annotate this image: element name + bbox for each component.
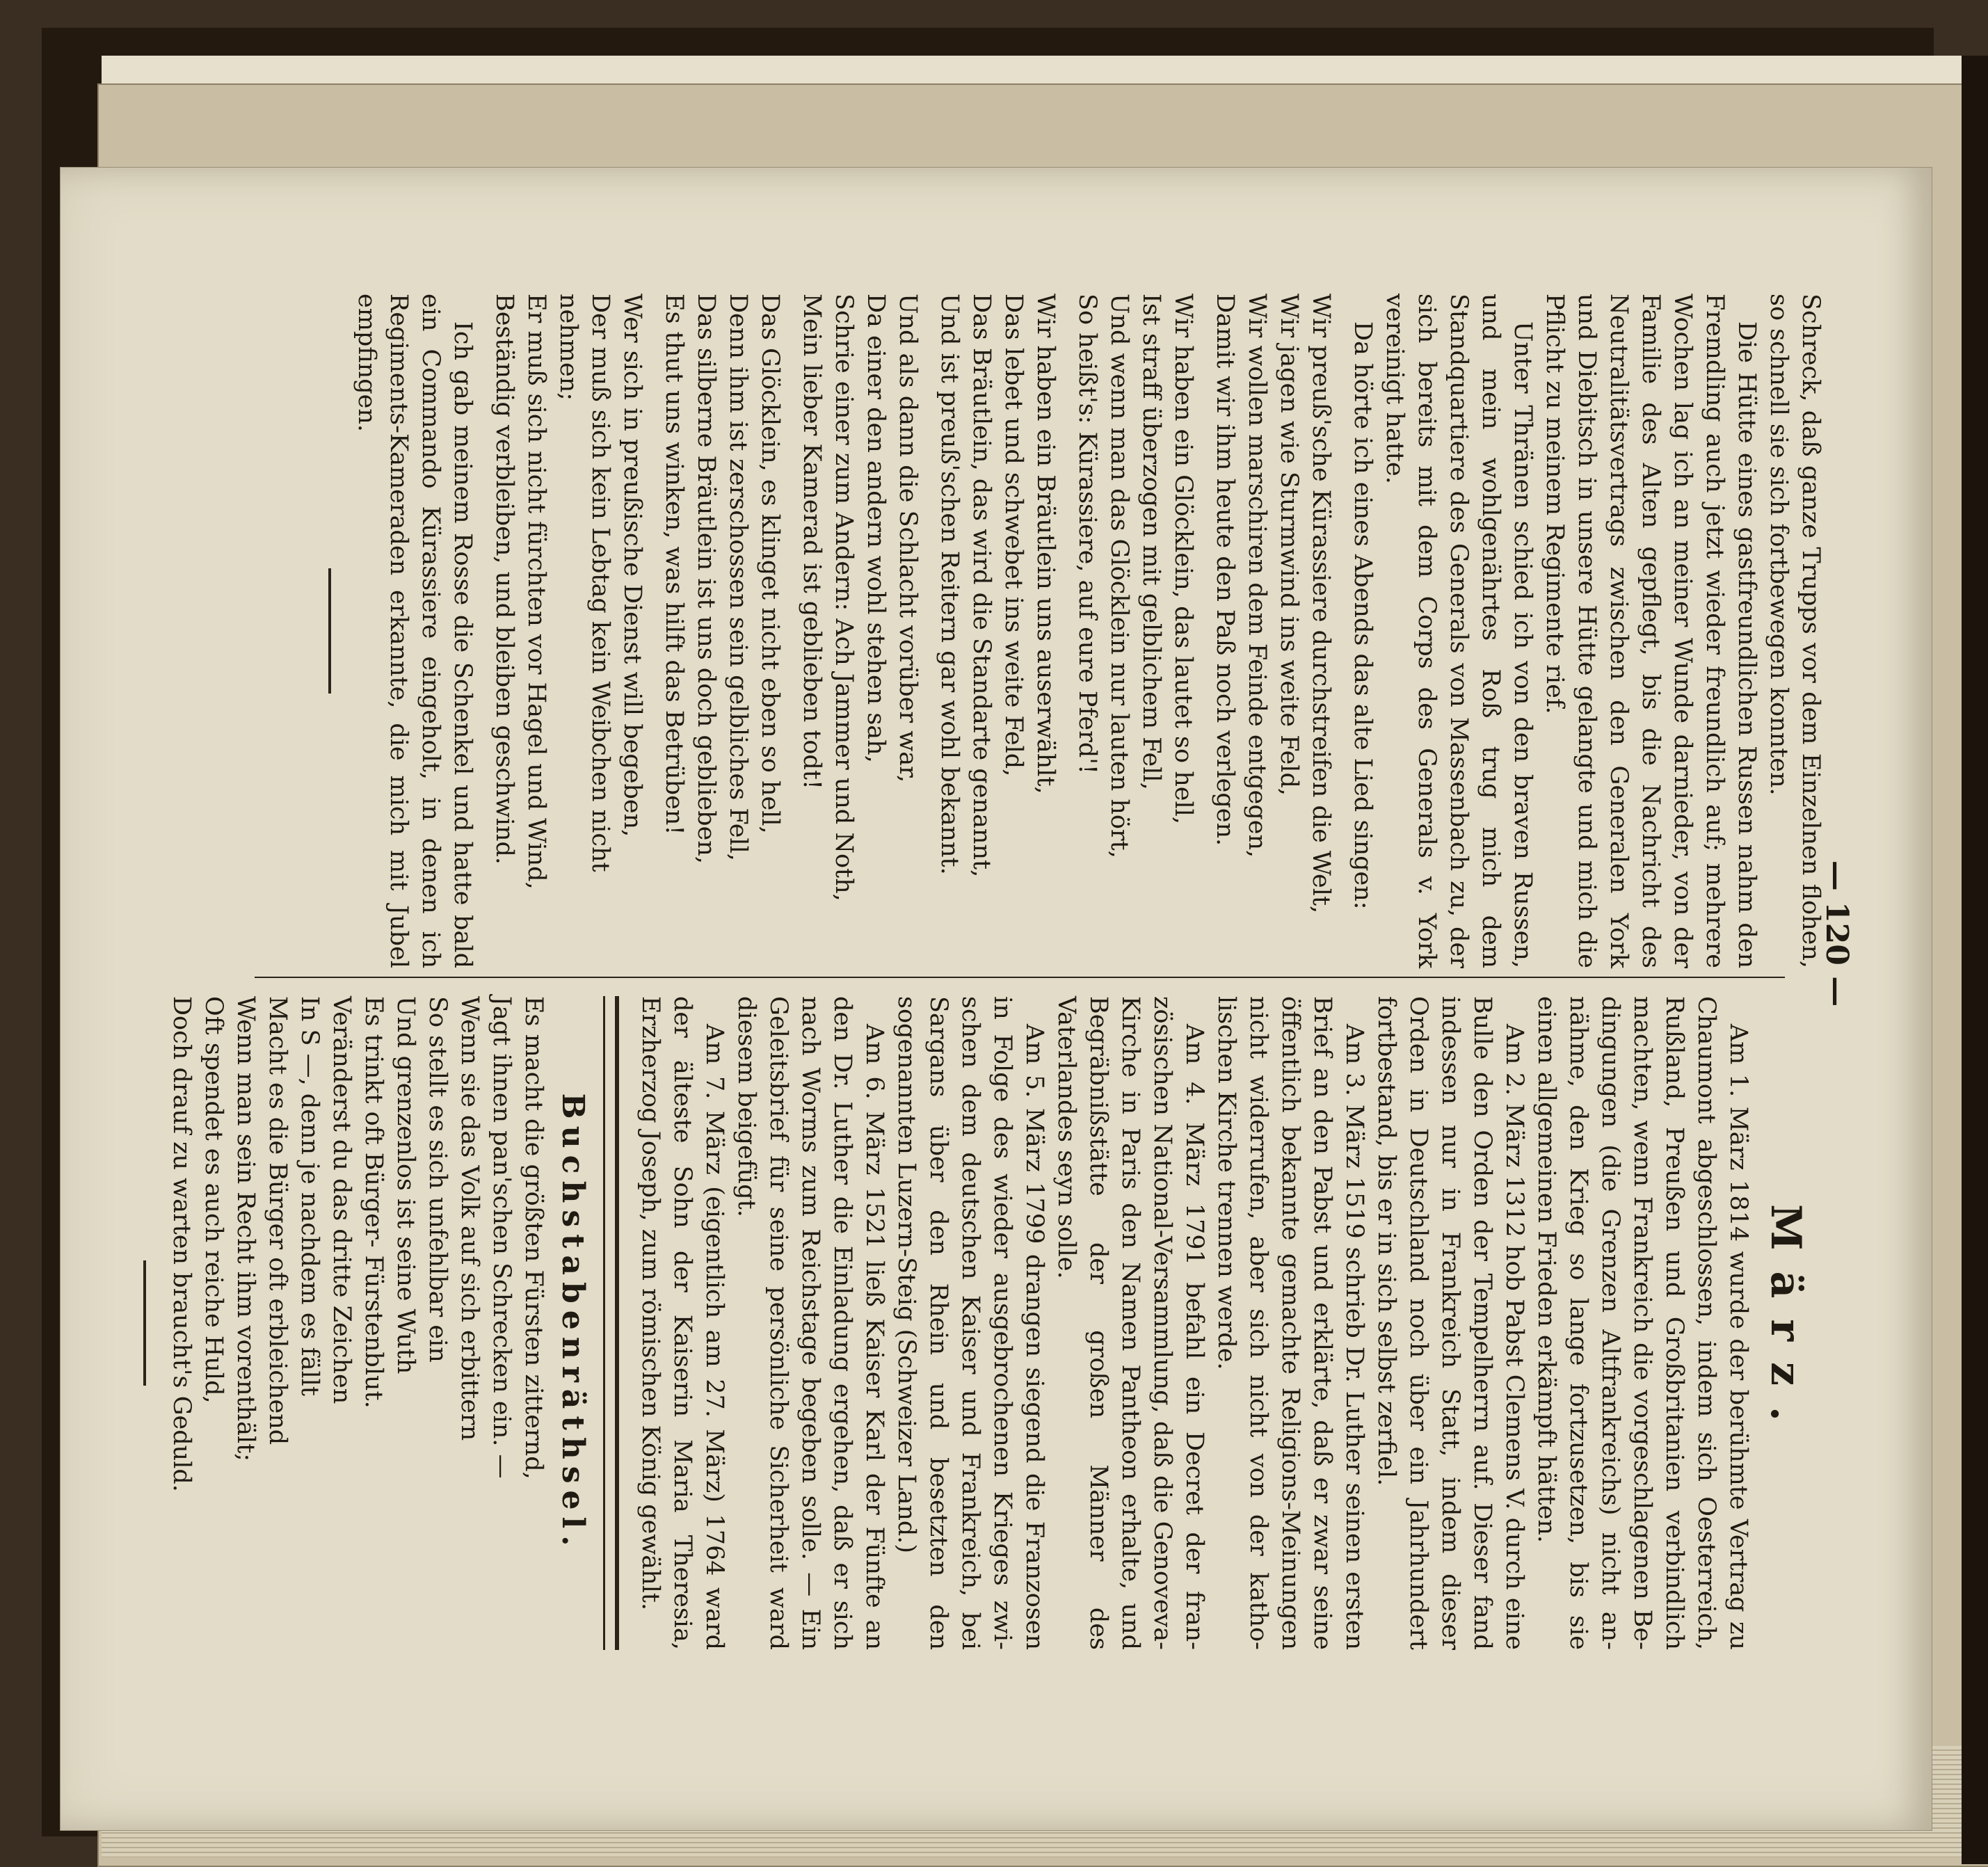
almanac-entry: Am 5. März 1799 drangen siegend die Franzosen in Folge des wieder ausgebrochenen Krieges zwischen dem deutschen Kaiser und Frankreich, bei Sargans über den Rhein und besetzten den sogenannten Luzern-Steig (Schweizer Land.) (892, 996, 1048, 1650)
song-line: Mein lieber Kamerad ist geblieben todt! (798, 294, 826, 790)
riddle-heading: Buchstabenräthsel. (555, 1093, 591, 1553)
song-stanza (933, 294, 1061, 968)
almanac-entry: Am 4. März 1791 befahl ein Decret der französischen National-Versammlung, daß die Genoveva-Kirche in Paris den Namen Pantheon erhalte, und Begräbnißstätte der großen Männer des Vaterlandes seyn solle. (1052, 996, 1208, 1650)
page-number: — 120 — (1819, 860, 1854, 1007)
riddle-line: Macht es die Bürger oft erbleichend (264, 996, 291, 1445)
song-stanza (796, 294, 924, 968)
paragraph: Da hörte ich eines Abends das alte Lied singen: (1349, 321, 1377, 910)
song-stanza (658, 294, 786, 968)
riddle-line: Wenn sie das Volk auf sich erbittern (456, 996, 483, 1441)
almanac-entry: Am 1. März 1814 wurde der berühmte Vertrag zu Chaumont abgeschlossen, indem sich Oesterreich, Rußland, Preußen und Großbritanien verbindlich machten, wenn Frankreich die vorgeschlagenen Bedingungen (die Grenzen Altfrankreichs) nicht annähme, den Krieg so lange fortzusetzen, bis sie einen allgemeinen Frieden erkämpft hätten. (1532, 996, 1752, 1650)
riddle-line: Wenn man sein Recht ihm vorenthält; (232, 996, 259, 1462)
riddle-line: Es trinkt oft Bürger- Fürstenblut. (360, 996, 387, 1409)
song-stanza (488, 294, 648, 968)
section-end-rule (143, 1260, 146, 1386)
column-divider (255, 977, 1785, 978)
almanac-entry: Am 3. März 1519 schrieb Dr. Luther seinen ersten Brief an den Pabst und erklärte, daß er zwar seine öffentlich bekannte gemachte Religions-Meinungen nicht widerrufen, aber sich nicht von der katholischen Kirche trennen werde. (1212, 996, 1368, 1650)
almanac-entry: Am 2. März 1312 hob Pabst Clemens V. durch eine Bulle den Orden der Tempelherrn auf. Dieser fand indessen nur in Frankreich Statt, indem dieser Orden in Deutschland noch über ein Jahrhundert fortbestand, bis er in sich selbst zerfiel. (1372, 996, 1528, 1650)
song-line: Wir preuß'sche Kürassiere durchstreifen die Welt, (1307, 294, 1335, 914)
song-line: Und als dann die Schlacht vorüber war, (894, 294, 922, 783)
riddle-line: Jagt ihnen pan'schen Schrecken ein. — (488, 996, 515, 1479)
song-line: Wer sich in preußische Dienst will begeben, (618, 294, 646, 838)
riddle-line: Es macht die größten Fürsten zitternd, (520, 996, 547, 1480)
song-line: So heißt's: Kürassiere, auf eure Pferd'! (1073, 294, 1101, 774)
song-line: Der muß sich kein Lebtag kein Weibchen nicht nehmen; (554, 294, 614, 872)
riddle (166, 996, 550, 1650)
song-line: Denn ihm ist zerschossen sein gelbliches Fell, (724, 294, 752, 861)
song-line: Und wenn man das Glöcklein nur lauten hört, (1105, 294, 1133, 858)
riddle-line: Oft spendet es auch reiche Huld, (200, 996, 227, 1404)
song-line: Er muß sich nicht fürchten vor Hagel und Wind, (522, 294, 550, 890)
song-line: Das Glöcklein, es klinget nicht eben so hell, (756, 294, 784, 834)
song (488, 294, 1337, 968)
song-line: Wir haben ein Glöcklein, das lautet so hell, (1169, 294, 1197, 824)
almanac-entry: Am 7. März (eigentlich am 27. März) 1764 ward der älteste Sohn der Kaiserin Maria Theresia, Erzherzog Joseph, zum römischen König gewählt. (636, 996, 728, 1650)
song-line: Das lebet und schwebet ins weite Feld, (1000, 294, 1027, 777)
riddle-line: In S —, denn je nachdem es fällt (296, 996, 323, 1396)
almanac-entry: Am 6. März 1521 ließ Kaiser Karl der Fünfte an den Dr. Luther die Einladung ergehen, daß er sich nach Worms zum Reichstage begeben solle. — Ein Geleitsbrief für seine persönliche Sicherheit ward diesem beigefügt. (732, 996, 888, 1650)
song-line: Wir jagen wie Sturmwind ins weite Feld, (1275, 294, 1303, 796)
closing-paragraph: Ich gab meinem Rosse die Schenkel und hatte bald ein Commando Kürassiere eingeholt, in denen ich Regiments-Kameraden erkannte, die mich mit Jubel empfingen. (353, 294, 476, 968)
section-end-rule (328, 568, 331, 694)
song-line: Es thut uns winken, was hilft das Betrüben! (660, 294, 688, 835)
song-line: Schrie einer zum Andern: Ach Jammer und Noth, (830, 294, 858, 902)
song-stanza (1071, 294, 1199, 968)
riddle-line: Doch drauf zu warten braucht's Geduld. (168, 996, 195, 1492)
double-rule (603, 996, 619, 1650)
rotated-page-content (168, 189, 1854, 1650)
riddle-line: So stellt es sich unfehlbar ein (424, 996, 451, 1363)
song-line: Wir wollen marschiren dem Feinde entgegen, (1243, 294, 1271, 858)
paragraph: Schreck, daß ganze Trupps vor dem Einzelnen flohen, so schnell sie sich fortbewegen konnten. (1765, 294, 1825, 968)
riddle-line: Und grenzenlos ist seine Wuth (392, 996, 419, 1375)
month-heading: März. (1761, 1204, 1810, 1442)
song-line: Ist straff überzogen mit gelblichem Fell, (1137, 294, 1165, 790)
song-line: Das Bräutlein, das wird die Standarte genannt, (968, 294, 995, 878)
song-line: Das silberne Bräutlein ist uns doch geblieben, (692, 294, 720, 864)
right-column (124, 996, 1827, 1650)
song-line: Beständig verbleiben, und bleiben geschwind. (490, 294, 518, 865)
song-line: Und ist preuß'schen Reitern gar wohl bekannt. (936, 294, 963, 875)
left-column (309, 294, 1827, 968)
song-stanza (1209, 294, 1337, 968)
song-line: Da einer den andern wohl stehen sah, (862, 294, 890, 763)
paragraph: Die Hütte eines gastfreundlichen Russen nahm den Fremdling auch jetzt wieder freundlich auf; mehrere Wochen lag ich an meiner Wunde darnieder, von der Familie des Alten gepflegt, bis die Nachricht des Neutralitätsvertrags zwischen den Generalen York und Diebitsch in unsere Hütte gelangte und mich die Pflicht zu meinem Regimente rief. (1541, 294, 1761, 968)
paragraph: Unter Thränen schied ich von den braven Russen, und mein wohlgenährtes Roß trug mich dem Standquartiere des Generals von Massenbach zu, der sich bereits mit dem Corps des Generals v. York vereinigt hatte. (1381, 294, 1537, 968)
book-spine (1962, 56, 1988, 1864)
riddle-line: Veränderst du das dritte Zeichen (328, 996, 355, 1404)
song-line: Wir haben ein Bräutlein uns auserwählt, (1032, 294, 1059, 794)
song-line: Damit wir ihm heute den Paß noch verlegen. (1211, 294, 1239, 847)
